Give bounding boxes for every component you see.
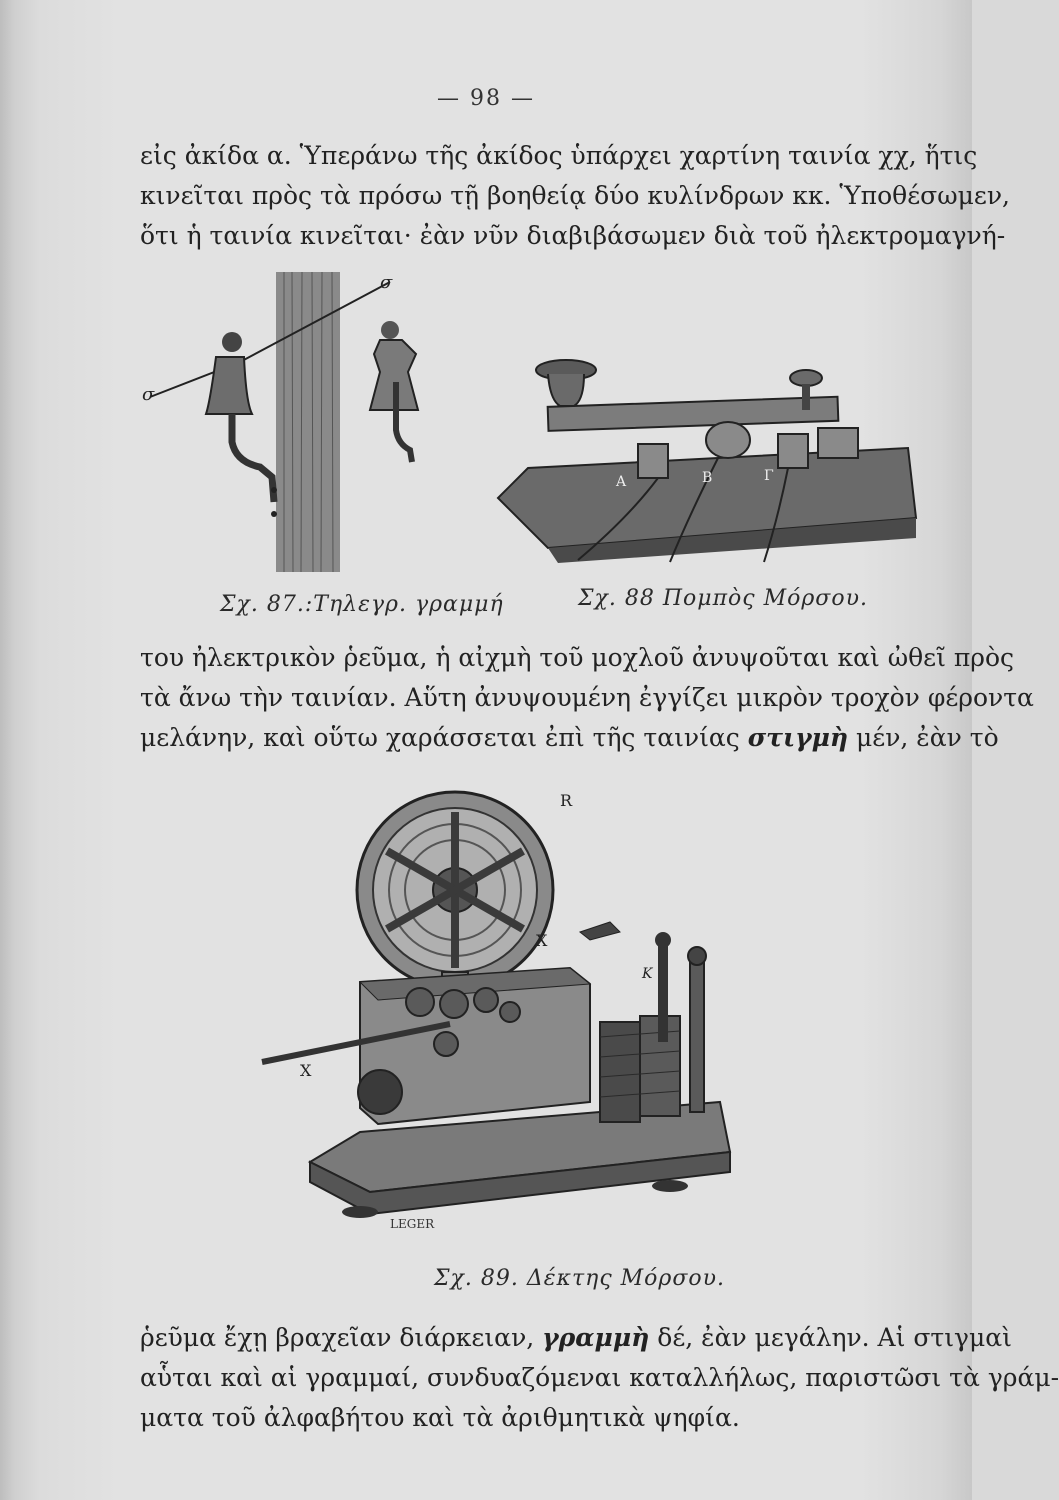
text-segment: μελάνην, καὶ οὕτω χαράσσεται ἐπὶ τῆς ταινίας bbox=[140, 723, 748, 752]
insulator-knob bbox=[222, 332, 242, 352]
paragraph-1 bbox=[140, 136, 1010, 256]
figure-88-caption: Σχ. 88 Πομπὸς Μόρσου. bbox=[578, 586, 868, 611]
lever-post bbox=[658, 942, 668, 1042]
text-line: εἰς ἀκίδα α. Ὑπεράνω τῆς ἀκίδος ὑπάρχει χαρτίνη ταινία χχ, ἥτις bbox=[140, 141, 978, 170]
insulator-bracket-left bbox=[232, 414, 274, 502]
text-segment: ῥεῦμα ἔχῃ βραχεῖαν διάρκειαν, bbox=[140, 1323, 543, 1352]
telegraph-pole bbox=[276, 272, 340, 572]
paper-reel bbox=[357, 792, 553, 988]
text-segment: μέν, ἐὰν τὸ bbox=[848, 723, 999, 752]
text-line bbox=[140, 1318, 1012, 1358]
figure-89-morse-receiver bbox=[250, 772, 790, 1242]
tape-label-top: X bbox=[536, 931, 548, 950]
text-line bbox=[140, 718, 999, 758]
page-number: — 98 — bbox=[437, 86, 535, 111]
paragraph-2 bbox=[140, 638, 1034, 758]
text-line: αὗται καὶ αἱ γραμμαί, συνδυαζόμεναι καταλλήλως, παριστῶσι τὰ γράμ- bbox=[140, 1363, 1059, 1392]
text-line: ὅτι ἡ ταινία κινεῖται· ἐὰν νῦν διαβιβάσωμεν διὰ τοῦ ἠλεκτρομαγνή- bbox=[140, 221, 1006, 250]
insulator-knob bbox=[381, 321, 399, 339]
emphasis-line: γραμμὴ bbox=[542, 1323, 650, 1352]
figure-89-caption: Σχ. 89. Δέκτης Μόρσου. bbox=[434, 1266, 725, 1291]
terminal-label-a: Α bbox=[616, 474, 627, 490]
coil-label: K bbox=[642, 966, 653, 982]
winder-wheel bbox=[358, 1070, 402, 1114]
lever-arm bbox=[580, 922, 620, 940]
pillar bbox=[690, 962, 704, 1112]
text-line: ματα τοῦ ἀλφαβήτου καὶ τὰ ἀριθμητικὰ ψηφία. bbox=[140, 1403, 740, 1432]
figure-88-morse-transmitter bbox=[488, 348, 928, 568]
wire-label-right: σ bbox=[380, 272, 393, 293]
text-line: του ἠλεκτρικὸν ῥεῦμα, ἡ αἰχμὴ τοῦ μοχλοῦ ἀνυψοῦται καὶ ὠθεῖ πρὸς bbox=[140, 643, 1015, 672]
post-knob bbox=[655, 932, 671, 948]
engraver-signature: LEGER bbox=[390, 1217, 435, 1231]
terminal-label-b: Β bbox=[702, 470, 713, 486]
paragraph-3 bbox=[140, 1318, 1059, 1438]
text-segment: δέ, ἐὰν μεγάλην. Αἱ στιγμαὶ bbox=[649, 1323, 1012, 1352]
terminal-label-g: Γ bbox=[764, 468, 774, 484]
key-knob bbox=[548, 374, 584, 406]
adjust-screw bbox=[790, 370, 822, 386]
key-lever bbox=[548, 397, 839, 431]
tape-label-left: X bbox=[300, 1061, 312, 1080]
emphasis-dot: στιγμὴ bbox=[747, 723, 849, 752]
wire-label-left: σ bbox=[142, 384, 155, 405]
glass-insulator-left bbox=[206, 357, 252, 414]
reel-label: R bbox=[560, 791, 573, 810]
telegraph-wire bbox=[150, 282, 390, 397]
figure-87-telegraph-line bbox=[140, 262, 440, 582]
figure-87-caption: Σχ. 87.:Τηλεγρ. γραμμή bbox=[220, 592, 504, 617]
text-line: τὰ ἄνω τὴν ταινίαν. Αὕτη ἀνυψουμένη ἐγγίζει μικρὸν τροχὸν φέροντα bbox=[140, 683, 1034, 712]
text-line: κινεῖται πρὸς τὰ πρόσω τῇ βοηθείᾳ δύο κυλίνδρων κκ. Ὑποθέσωμεν, bbox=[140, 181, 1010, 210]
